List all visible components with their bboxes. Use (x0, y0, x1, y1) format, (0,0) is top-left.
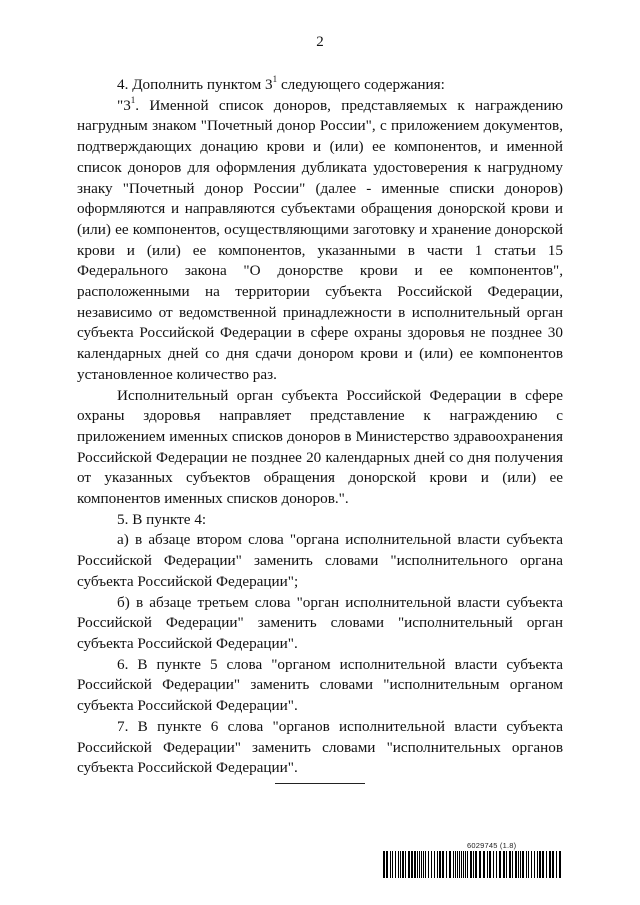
paragraph-item-5: 5. В пункте 4: (117, 510, 207, 528)
barcode-bar (463, 851, 464, 878)
barcode-bar (398, 851, 399, 878)
paragraph-executive-body: Исполнительный орган субъекта Российской Федерации в сфере охраны здоровья направляет представление к награждению с приложением именных списков доноров в Министерство здравоохранения Российской Федерации не позднее 20 календарных дней со дня получения от указанных субъектов обращения донорской крови и (или) ее компонентов именных списков доноров.". (77, 386, 563, 508)
document-body (77, 75, 563, 779)
barcode-bar (446, 851, 447, 878)
barcode-bar (552, 851, 554, 878)
barcode-bar (453, 851, 454, 878)
barcode-bar (489, 851, 491, 878)
barcode-bar (515, 851, 517, 878)
barcode-bar (537, 851, 538, 878)
barcode-bar (442, 851, 444, 878)
barcode-bar (423, 851, 424, 878)
barcode-bar (417, 851, 418, 878)
barcode-bar (503, 851, 505, 878)
barcode-bar (425, 851, 426, 878)
barcode-bar (395, 851, 396, 878)
barcode-bar (437, 851, 438, 878)
barcode-bar (386, 851, 388, 878)
barcode-bar (439, 851, 441, 878)
barcode-bar (461, 851, 462, 878)
barcode-bar (457, 851, 458, 878)
end-separator-line (275, 783, 365, 784)
barcode-bar (526, 851, 527, 878)
paragraph-item-4: 4. Дополнить пунктом $3^1$ следующего содержания: (117, 74, 445, 93)
barcode-bar (383, 851, 385, 878)
paragraph-item-3-1: "$3^1$. Именной список доноров, представляемых к награждению нагрудным знаком "Почетный донор России", с приложением документов, подтверждающих донацию крови и (или) ее компонентов, и именной список доноров для оформления дубликата удостоверения к нагрудному знаку "Почетный донор России" (далее - именные списки доноров) оформляются и направляются субъектами обращения донорской крови и (или) ее компонентов, осуществляющими заготовку и хранение донорской крови и (или) ее компонентов, указанными в части 1 статьи 15 Федерального закона "О донорстве крови и ее компонентов", расположенными на территории субъекта Российской Федерации, независимо от ведомственной принадлежности в исполнительный орган субъекта Российской Федерации в сфере охраны здоровья не позднее 30 календарных дней со дня сдачи донором крови и (или) ее компонентов установленное количество раз. (77, 94, 563, 383)
barcode-bar (542, 851, 544, 878)
barcode-bar (414, 851, 416, 878)
barcode-bar (531, 851, 532, 878)
barcode-bar (483, 851, 485, 878)
paragraph-item-5-b: б) в абзаце третьем слова "орган исполнительной власти субъекта Российской Федерации" заменить словами "исполнительный орган субъекта Российской Федерации". (77, 593, 563, 652)
barcode-bar (390, 851, 391, 878)
barcode-bar (392, 851, 393, 878)
barcode-bar (549, 851, 551, 878)
barcode-bar (522, 851, 524, 878)
barcode-bar (509, 851, 511, 878)
paragraph-item-6: 6. В пункте 5 слова "органом исполнительной власти субъекта Российской Федерации" заменить словами "исполнительным органом субъекта Российской Федерации". (77, 655, 563, 715)
barcode-bar (419, 851, 420, 878)
barcode-bar (518, 851, 519, 878)
barcode-bar (534, 851, 535, 878)
barcode-bar (528, 851, 529, 878)
barcode-bar (539, 851, 541, 878)
barcode-bar (512, 851, 513, 878)
barcode-bar (465, 851, 466, 878)
barcode-bar (475, 851, 477, 878)
barcode-bar (428, 851, 429, 878)
barcode-bar (487, 851, 488, 878)
paragraph-item-5-a: а) в абзаце втором слова "органа исполнительной власти субъекта Российской Федерации" заменить словами "исполнительного органа субъекта Российской Федерации"; (77, 531, 563, 590)
barcode-bar (559, 851, 561, 878)
barcode-bar (467, 851, 468, 878)
barcode-bar (400, 851, 401, 878)
barcode-image (383, 851, 569, 878)
barcode-bar (520, 851, 521, 878)
barcode-bar (470, 851, 472, 878)
page-number: 2 (316, 34, 324, 50)
barcode-bar (421, 851, 422, 878)
barcode-code-text: 6029745 (1.8) (467, 841, 517, 850)
barcode-bar (496, 851, 497, 878)
barcode-bar (405, 851, 406, 878)
barcode-bar (455, 851, 456, 878)
barcode-bar (402, 851, 404, 878)
barcode-bar (493, 851, 494, 878)
barcode-bar (506, 851, 507, 878)
barcode-bar (408, 851, 410, 878)
paragraph-item-7: 7. В пункте 6 слова "органов исполнительной власти субъекта Российской Федерации" заменить словами "исполнительных органов субъекта Российской Федерации". (77, 717, 563, 777)
barcode-bar (479, 851, 481, 878)
barcode-bar (449, 851, 451, 878)
barcode-bar (459, 851, 460, 878)
barcode-bar (434, 851, 435, 878)
barcode-bar (556, 851, 557, 878)
barcode-bar (546, 851, 547, 878)
barcode-bar (411, 851, 413, 878)
barcode-bar (499, 851, 501, 878)
barcode-bar (473, 851, 474, 878)
barcode-bar (431, 851, 432, 878)
